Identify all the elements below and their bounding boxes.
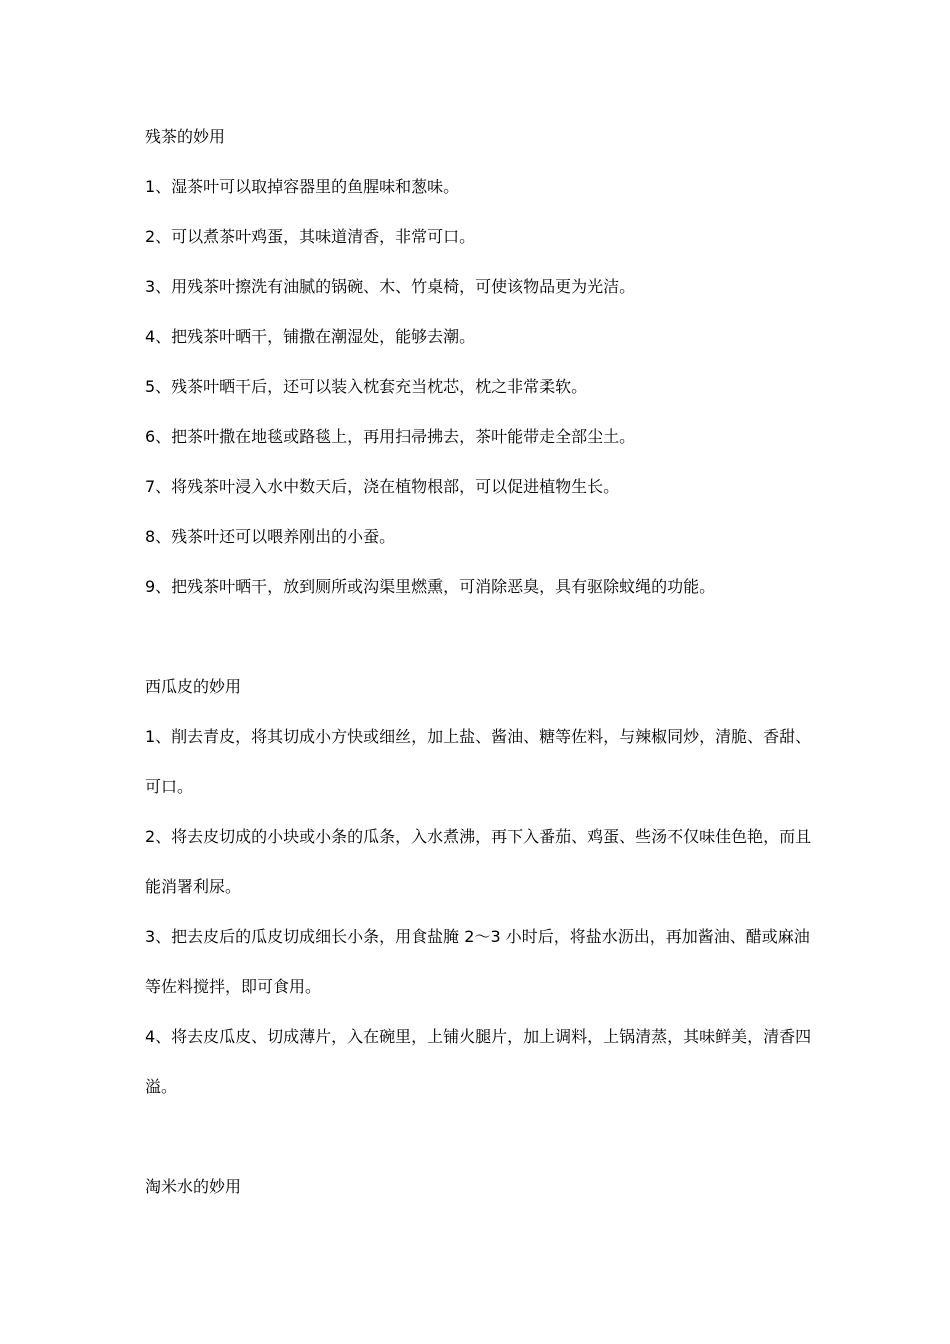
section-title: 淘米水的妙用 <box>145 1177 242 1196</box>
list-item: 1、湿茶叶可以取掉容器里的鱼腥味和葱味。 <box>145 177 460 196</box>
list-item: 1、削去青皮，将其切成小方快或细丝，加上盐、酱油、糖等佐料，与辣椒同炒，清脆、香甜、可口。 <box>145 727 812 796</box>
list-item: 4、把残茶叶晒干，铺撒在潮湿处，能够去潮。 <box>145 327 476 346</box>
list-item: 2、将去皮切成的小块或小条的瓜条，入水煮沸，再下入番茄、鸡蛋、些汤不仅味佳色艳，而且能消署利尿。 <box>145 827 812 896</box>
section-title: 残茶的妙用 <box>145 127 226 146</box>
section-tea <box>145 112 815 612</box>
list-item: 9、把残茶叶晒干，放到厕所或沟渠里燃熏，可消除恶臭，具有驱除蚊绳的功能。 <box>145 577 716 596</box>
list-item: 7、将残茶叶浸入水中数天后，浇在植物根部，可以促进植物生长。 <box>145 477 620 496</box>
list-item: 3、用残茶叶擦洗有油腻的锅碗、木、竹桌椅，可使该物品更为光洁。 <box>145 277 636 296</box>
document-page <box>145 112 815 1212</box>
list-item: 2、可以煮茶叶鸡蛋，其味道清香，非常可口。 <box>145 227 476 246</box>
section-rice-water <box>145 1162 815 1212</box>
list-item: 8、残茶叶还可以喂养刚出的小蚕。 <box>145 527 396 546</box>
section-spacer <box>145 1112 815 1162</box>
list-item: 5、残茶叶晒干后，还可以装入枕套充当枕芯，枕之非常柔软。 <box>145 377 588 396</box>
list-item: 3、把去皮后的瓜皮切成细长小条，用食盐腌 2～3 小时后，将盐水沥出，再加酱油、醋或麻油等佐料搅拌，即可食用。 <box>145 927 810 996</box>
list-item: 6、把茶叶撒在地毯或路毯上，再用扫帚拂去，茶叶能带走全部尘土。 <box>145 427 636 446</box>
section-watermelon <box>145 662 815 1112</box>
section-title: 西瓜皮的妙用 <box>145 677 242 696</box>
list-item: 4、将去皮瓜皮、切成薄片，入在碗里，上铺火腿片，加上调料，上锅清蒸，其味鲜美，清香四溢。 <box>145 1027 812 1096</box>
section-spacer <box>145 612 815 662</box>
